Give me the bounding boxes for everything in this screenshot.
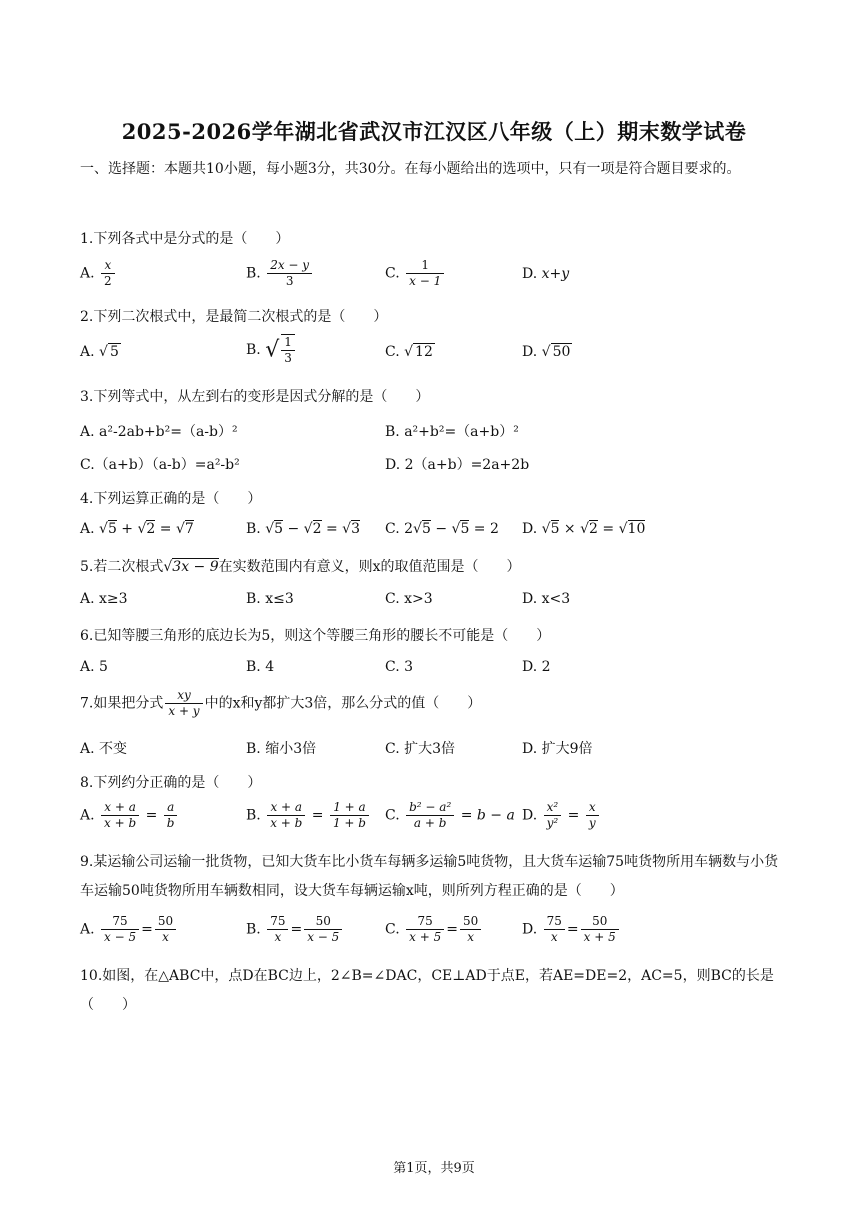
q3-option-b: B. a²+b²=（a+b）² [385,424,519,440]
q4-option-d: D. √5 × √2 = √10 [522,521,646,537]
q9-option-a: A. $\frac{75}{x - 5}$ = $\frac{50}{x}$ [80,914,178,945]
q8-option-a: A. $\frac{x + a}{x + b}$ = $\frac{a}{b}$ [80,800,179,831]
question-9-stem: 9.某运输公司运输一批货物，已知大货车比小货车每辆多运输5吨货物，且大货车运输75吨货物所用车辆数与小货车运输50吨货物所用车辆数相同，设大货车每辆运输x吨，则所列方程正确的是（ ） [80,854,779,899]
question-5-stem: 5.若二次根式√3x − 9在实数范围内有意义，则x的取值范围是（ ） [80,559,521,575]
q6-option-c: C. 3 [385,659,414,675]
q5-option-b: B. x≤3 [246,591,294,607]
question-1-stem: 1.下列各式中是分式的是（ ） [80,231,290,247]
q2-option-d: D. √ 50 [522,344,571,360]
question-10-stem: 10.如图，在△ABC中，点D在BC边上，2∠B=∠DAC，CE⊥AD于点E，若AE=DE=2，AC=5，则BC的长是（ ） [80,968,774,1013]
q6-option-d: D. 2 [522,659,551,675]
q2-option-b: B. √ $\frac{1}{3}$ [246,334,297,366]
q4-option-c: C. 2√5 − √5 = 2 [385,521,499,537]
question-7-stem: 7.如果把分式 $\frac{xy}{x + y}$ 中的x和y都扩大3倍，那么分式的值（ ） [80,688,482,718]
q3-option-a: A. a²-2ab+b²=（a-b）² [80,424,238,440]
q8-option-b: B. $\frac{x + a}{x + b}$ = $\frac{1 + a}{1 + b}$ [246,800,371,831]
q6-option-b: B. 4 [246,659,275,675]
q7-option-b: B. 缩小3倍 [246,741,317,757]
q8-option-c: C. $\frac{\text{b² − a²}}{a + b}$ = b − a [385,800,515,830]
q4-option-b: B. √5 − √2 = √3 [246,521,361,537]
q7-option-a: A. 不变 [80,741,128,757]
q4-option-a: A. √5 + √2 = √7 [80,521,194,537]
q1-option-d: D. x+y [522,266,570,282]
q1-option-c: C. $\frac{1}{x - 1}$ [385,258,446,289]
q9-option-d: D. $\frac{75}{x}$ = $\frac{50}{x + 5}$ [522,914,621,945]
question-6-stem: 6.已知等腰三角形的底边长为5，则这个等腰三角形的腰长不可能是（ ） [80,628,551,644]
q5-option-a: A. x≥3 [80,591,128,607]
q3-option-c: C.（a+b）（a-b）=a²-b² [80,457,240,473]
q9-option-c: C. $\frac{75}{x + 5}$ = $\frac{50}{x}$ [385,914,483,945]
q2-option-c: C. √ 12 [385,344,433,360]
q6-option-a: A. 5 [80,659,108,675]
q8-option-d: D. $\frac{\text{x²}}{\text{y²}}$ = $\frac{x}{y}$ [522,800,601,831]
q1-option-a: A. $\frac{x}{2}$ [80,258,117,289]
q9-option-b: B. $\frac{75}{x}$ = $\frac{50}{x - 5}$ [246,914,344,945]
page-title: 2025-2026学年湖北省武汉市江汉区八年级（上）期末数学试卷 [121,119,747,144]
page-footer: 第1页，共9页 [393,1161,475,1176]
q7-option-c: C. 扩大3倍 [385,741,456,757]
q3-option-d: D. 2（a+b）=2a+2b [385,457,530,473]
question-8-stem: 8.下列约分正确的是（ ） [80,775,262,791]
question-3-stem: 3.下列等式中，从左到右的变形是因式分解的是（ ） [80,389,430,405]
question-2-stem: 2.下列二次根式中，是最简二次根式的是（ ） [80,309,388,325]
section-heading: 一、选择题：本题共10小题，每小题3分，共30分。在每小题给出的选项中，只有一项是符合题目要求的。 [80,161,741,177]
q5-option-d: D. x<3 [522,591,571,607]
q2-option-a: A. √ 5 [80,344,119,360]
question-4-stem: 4.下列运算正确的是（ ） [80,491,262,507]
q7-option-d: D. 扩大9倍 [522,741,593,757]
q5-option-c: C. x>3 [385,591,433,607]
q1-option-b: B. $\frac{2x - y}{3}$ [246,258,314,289]
